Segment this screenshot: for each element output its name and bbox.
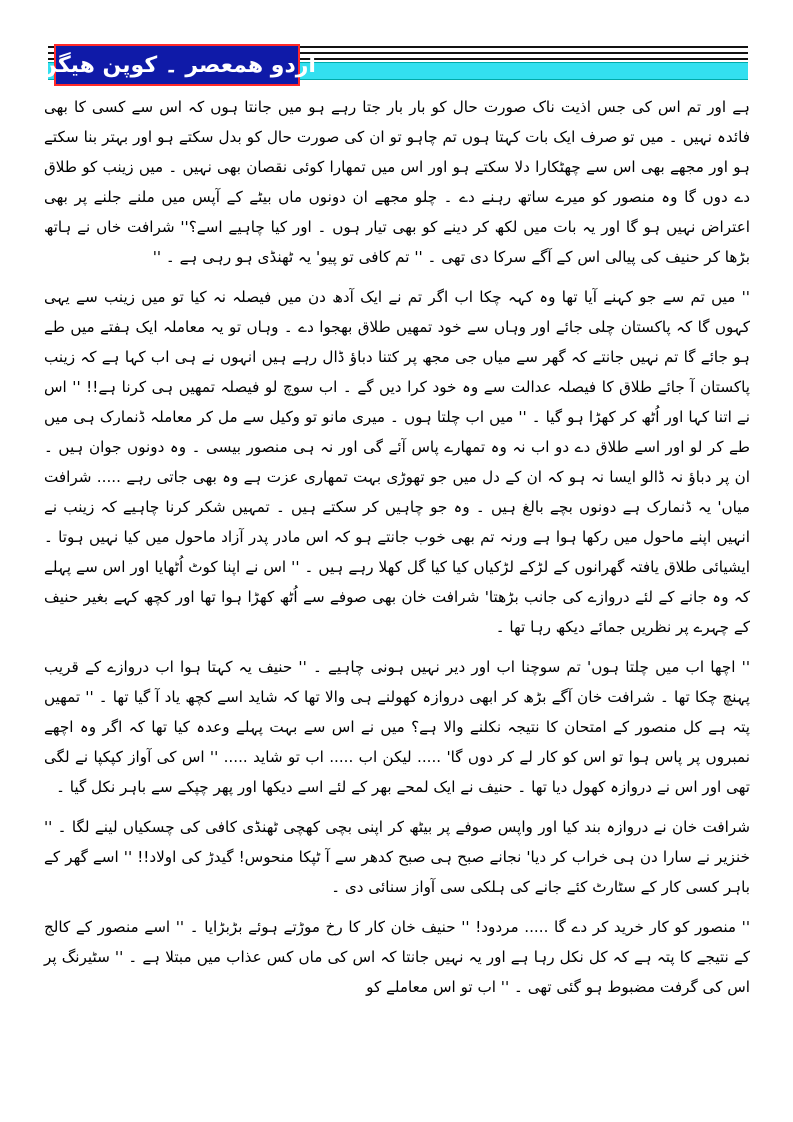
paragraph: '' میں تم سے جو کہنے آیا تھا وہ کہہ چکا اب اگر تم نے ایک آدھ دن میں فیصلہ نہ کیا تو میں زینب سے یہی کہوں گا کہ پاکستان چلی جائے اور وہاں سے خود تمھیں طلاق بھجوا دے ۔ وہاں تو یہ معاملہ ایک ہفتے میں طے ہو جائے گا تم نہیں جانتے کہ گھر سے میاں جی مجھ پر کتنا دباؤ ڈال رہے ہیں انہوں نے ہی اب کہا ہے کہ زینب پاکستان آ جائے طلاق کا فیصلہ عدالت سے وہ خود کرا دیں گے ۔ اب سوچ لو فیصلہ تمھیں ہی کرنا ہے!! '' اس نے اتنا کہا اور اُٹھ کر کھڑا ہو گیا ۔ '' میں اب چلتا ہوں ۔ میری مانو تو وکیل سے مل کر معاملہ ڈنمارک ہی میں طے کر لو اور اسے طلاق دے دو اب نہ وہ تمھارے پاس آئے گی اور نہ ہی منصور بیسی ۔ وہ دونوں جوان ہیں ۔ ان پر دباؤ نہ ڈالو ایسا نہ ہو کہ ان کے دل میں جو تھوڑی بہت تمھاری عزت ہے وہ بھی جاتی رہے ..... شرافت میاں' یہ ڈنمارک ہے دونوں بچے بالغ ہیں ۔ وہ جو چاہیں کر سکتے ہیں ۔ تمہیں شکر کرنا چاہیے کہ زینب نے انہیں اپنے ماحول میں رکھا ہوا ہے ورنہ تم بھی خوب جانتے ہو کہ اس مادر پدر آزاد ماحول میں کیا نہیں ہوتا ۔ ایشیائی طلاق یافتہ گھرانوں کے لڑکے لڑکیاں کیا کیا گل کھلا رہے ہیں ۔ '' اس نے اپنا کوٹ اُٹھایا اور اس سے پہلے کہ وہ جانے کے لئے دروازے کی جانب بڑھتا' شرافت خان بھی صوفے سے اُٹھ کھڑا ہوا تھا اور کچھ کہے بغیر حنیف کے چہرے پر نظریں جمائے دیکھ رہا تھا ۔ xyxy=(44,288,750,636)
page-header xyxy=(38,44,748,88)
paragraph: '' منصور کو کار خرید کر دے گا ..... مردود! '' حنیف خان کار کا رخ موڑتے ہوئے بڑبڑایا ۔ '' اسے منصور کے کالج کے نتیجے کا پتہ ہے کہ کل نکل رہا ہے اور یہ نہیں جانتا کہ اس کی ماں کس عذاب میں مبتلا ہے ۔ '' سٹیرنگ پر اس کی گرفت مضبوط ہو گئی تھی ۔ '' اب تو اس معاملے کو xyxy=(44,918,750,996)
article-body xyxy=(44,92,750,1012)
header-title-box xyxy=(38,44,316,86)
paragraph: '' اچھا اب میں چلتا ہوں' تم سوچنا اب اور دیر نہیں ہونی چاہیے ۔ '' حنیف یہ کہتا ہوا اب دروازے کے قریب پہنچ چکا تھا ۔ شرافت خان آگے بڑھ کر ابھی دروازہ کھولنے ہی والا تھا کہ شاید اسے کچھ یاد آ گیا تھا ۔ '' تمھیں پتہ ہے کل منصور کے امتحان کا نتیجہ نکلنے والا ہے؟ میں نے اس سے بہت پہلے وعدہ کیا تھا کہ اگر وہ اچھے نمبروں پر پاس ہوا تو اس کو کار لے کر دوں گا' ..... لیکن اب ..... اب تو شاید ..... '' اس کی آواز کپکپا نے لگی تھی اور اس نے دروازہ کھول دیا تھا ۔ حنیف نے ایک لمحے بھر کے لئے اسے دیکھا اور پھر چپکے سے باہر نکل گیا ۔ xyxy=(44,658,750,796)
paragraph: شرافت خان نے دروازہ بند کیا اور واپس صوفے پر بیٹھ کر اپنی بچی کھچی ٹھنڈی کافی کی چسکیاں لینے لگا ۔ '' خنزیر نے سارا دن ہی خراب کر دیا' نجانے صبح ہی صبح کدھر سے آ ٹپکا منحوس! گیدڑ کی اولاد!! '' اسے گھر کے باہر کسی کار کے سٹارٹ کئے جانے کی ہلکی سی آواز سنائی دی ۔ xyxy=(44,818,750,896)
header-title: اردو ھمعصر ۔ کوپن ھیگن xyxy=(38,52,316,78)
paragraph: ہے اور تم اس کی جس اذیت ناک صورت حال کو بار بار جتا رہے ہو میں جانتا ہوں کہ اس سے کسی کا بھی فائدہ نہیں ۔ میں تو صرف ایک بات کہتا ہوں تم چاہو تو ان کی صورت حال کو بدل سکتے ہو اور بہتر بنا سکتے ہو اور مجھے بھی اس سے چھٹکارا دلا سکتے ہو اور اس میں تمھارا کوئی نقصان بھی نہیں ۔ میں زینب کو طلاق دے دوں گا وہ منصور کو میرے ساتھ رہنے دے ۔ چلو مجھے ان دونوں ماں بیٹے کے آپس میں ملنے جلنے پر بھی اعتراض نہیں ہو گا اور یہ بات میں لکھ کر دینے کو بھی تیار ہوں ۔ اور کیا چاہیے اسے؟'' شرافت خاں نے ہاتھ بڑھا کر حنیف کی پیالی اس کے آگے سرکا دی تھی ۔ '' تم کافی تو پیو' یہ ٹھنڈی ہو رہی ہے ۔ '' xyxy=(44,98,750,266)
